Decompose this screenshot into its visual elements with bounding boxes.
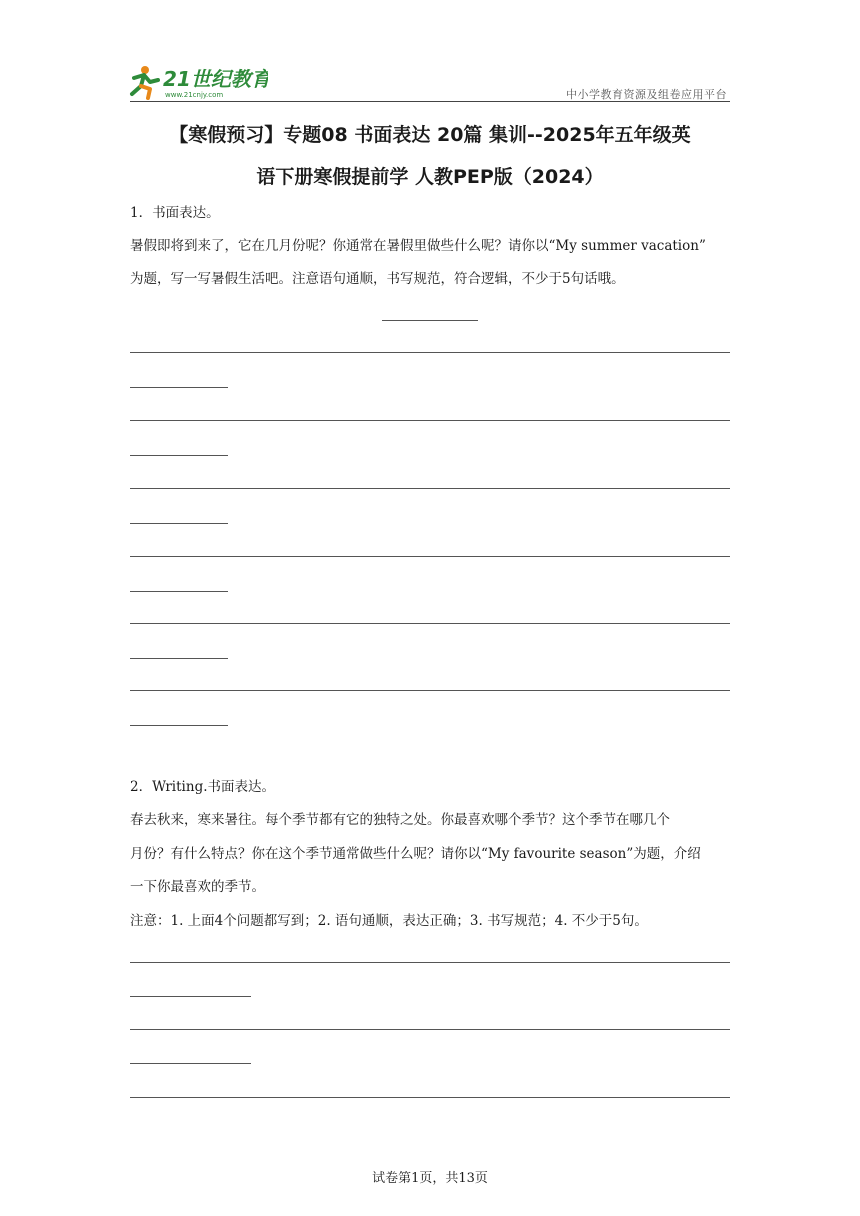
platform-name: 中小学教育资源及组卷应用平台 bbox=[566, 88, 727, 101]
q2-answer-line-1[interactable] bbox=[130, 962, 730, 963]
q1-title-blank[interactable] bbox=[382, 320, 478, 321]
q1-prompt-line2: 为题，写一写暑假生活吧。注意语句通顺，书写规范，符合逻辑，不少于5句话哦。 bbox=[130, 271, 625, 287]
q2-prompt-line2: 月份？有什么特点？你在这个季节通常做些什么呢？请你以“My favourite season”为题，介绍 bbox=[130, 846, 701, 862]
page-footer: 试卷第1页，共13页 bbox=[372, 1171, 488, 1186]
q1-answer-line-3[interactable] bbox=[130, 488, 730, 489]
site-logo bbox=[128, 64, 268, 100]
header-divider bbox=[130, 101, 730, 102]
q1-answer-line-5[interactable] bbox=[130, 623, 730, 624]
q1-answer-line-6[interactable] bbox=[130, 690, 730, 691]
q1-answer-line-2-cont[interactable] bbox=[130, 455, 228, 456]
document-title-line2: 语下册寒假提前学 人教PEP版（2024） bbox=[256, 166, 604, 188]
q1-answer-line-3-cont[interactable] bbox=[130, 523, 228, 524]
q1-answer-line-6-cont[interactable] bbox=[130, 725, 228, 726]
q2-answer-line-2[interactable] bbox=[130, 1029, 730, 1030]
q1-answer-line-4[interactable] bbox=[130, 556, 730, 557]
q1-answer-line-5-cont[interactable] bbox=[130, 658, 228, 659]
q2-answer-line-2-cont[interactable] bbox=[130, 1063, 251, 1064]
q1-answer-line-2[interactable] bbox=[130, 420, 730, 421]
q1-prompt-line1: 暑假即将到来了，它在几月份呢？你通常在暑假里做些什么呢？请你以“My summer vacation” bbox=[130, 238, 706, 254]
q2-prompt-line1: 春去秋来，寒来暑往。每个季节都有它的独特之处。你最喜欢哪个季节？这个季节在哪几个 bbox=[130, 812, 670, 828]
q2-heading: 2．Writing.书面表达。 bbox=[130, 779, 275, 795]
svg-text:www.21cnjy.com: www.21cnjy.com bbox=[165, 91, 224, 99]
q1-answer-line-4-cont[interactable] bbox=[130, 591, 228, 592]
q1-answer-line-1[interactable] bbox=[130, 352, 730, 353]
runner-logo-icon bbox=[128, 64, 268, 100]
q2-note: 注意：1. 上面4个问题都写到；2. 语句通顺，表达正确；3. 书写规范；4. 不少于5句。 bbox=[130, 913, 648, 929]
q1-heading: 1．书面表达。 bbox=[130, 205, 220, 221]
document-title-line1: 【寒假预习】专题08 书面表达 20篇 集训--2025年五年级英 bbox=[169, 124, 691, 146]
svg-text:21世纪教育: 21世纪教育 bbox=[163, 67, 268, 91]
q2-prompt-line3: 一下你最喜欢的季节。 bbox=[130, 879, 265, 895]
q1-answer-line-1-cont[interactable] bbox=[130, 387, 228, 388]
q2-answer-line-3[interactable] bbox=[130, 1097, 730, 1098]
q2-answer-line-1-cont[interactable] bbox=[130, 996, 251, 997]
